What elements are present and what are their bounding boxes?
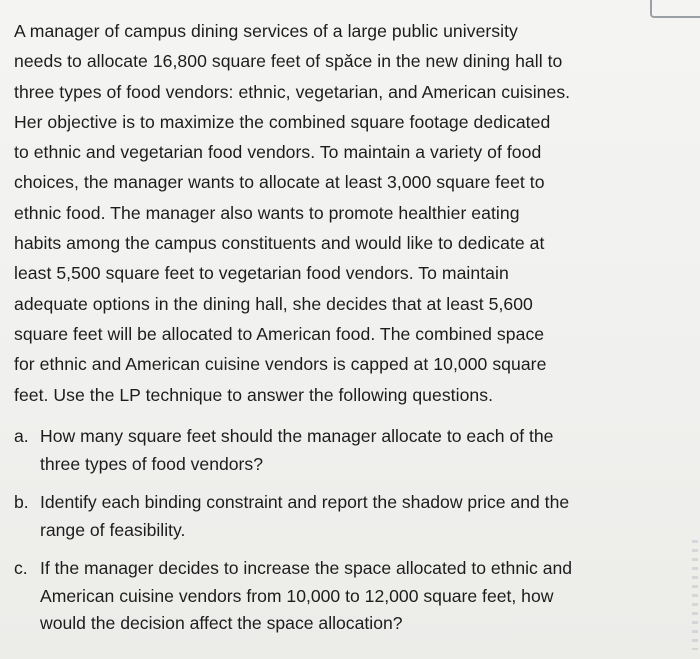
- question-c: [14, 555, 674, 638]
- question-line: three types of food vendors?: [40, 453, 263, 474]
- problem-line: Her objective is to maximize the combined square footage dedicated: [14, 111, 551, 132]
- question-a: [14, 423, 674, 478]
- question-line: How many square feet should the manager allocate to each of the: [40, 426, 554, 446]
- problem-line: to ethnic and vegetarian food vendors. To maintain a variety of food: [14, 142, 542, 163]
- question-b: [14, 489, 674, 544]
- problem-line: three types of food vendors: ethnic, vegetarian, and American cuisines.: [14, 81, 571, 102]
- question-line: would the decision affect the space allocation?: [40, 613, 403, 633]
- question-list: [14, 423, 674, 638]
- problem-line: for ethnic and American cuisine vendors is capped at 10,000 square: [14, 354, 547, 375]
- question-line: If the manager decides to increase the space allocated to ethnic and: [40, 558, 573, 578]
- problem-line: A manager of campus dining services of a large public university: [14, 21, 518, 41]
- problem-statement: [14, 16, 674, 410]
- problem-line: feet. Use the LP technique to answer the following questions.: [14, 384, 494, 405]
- problem-line: least 5,500 square feet to vegetarian food vendors. To maintain: [14, 263, 509, 284]
- question-marker: c.: [14, 558, 28, 578]
- problem-line: adequate options in the dining hall, she decides that at least 5,600: [14, 293, 533, 314]
- problem-line: choices, the manager wants to allocate at least 3,000 square feet to: [14, 172, 545, 193]
- problem-line: needs to allocate 16,800 square feet of spǎce in the new dining hall to: [14, 51, 563, 72]
- question-marker: b.: [14, 492, 29, 512]
- page-edge-marks: [692, 540, 698, 650]
- question-marker: a.: [14, 426, 29, 446]
- problem-line: ethnic food. The manager also wants to promote healthier eating: [14, 202, 520, 223]
- question-line: range of feasibility.: [40, 519, 186, 540]
- problem-line: square feet will be allocated to American food. The combined space: [14, 323, 545, 344]
- problem-line: habits among the campus constituents and would like to dedicate at: [14, 233, 545, 254]
- question-line: Identify each binding constraint and report the shadow price and the: [40, 492, 570, 512]
- question-line: American cuisine vendors from 10,000 to 12,000 square feet, how: [40, 585, 554, 606]
